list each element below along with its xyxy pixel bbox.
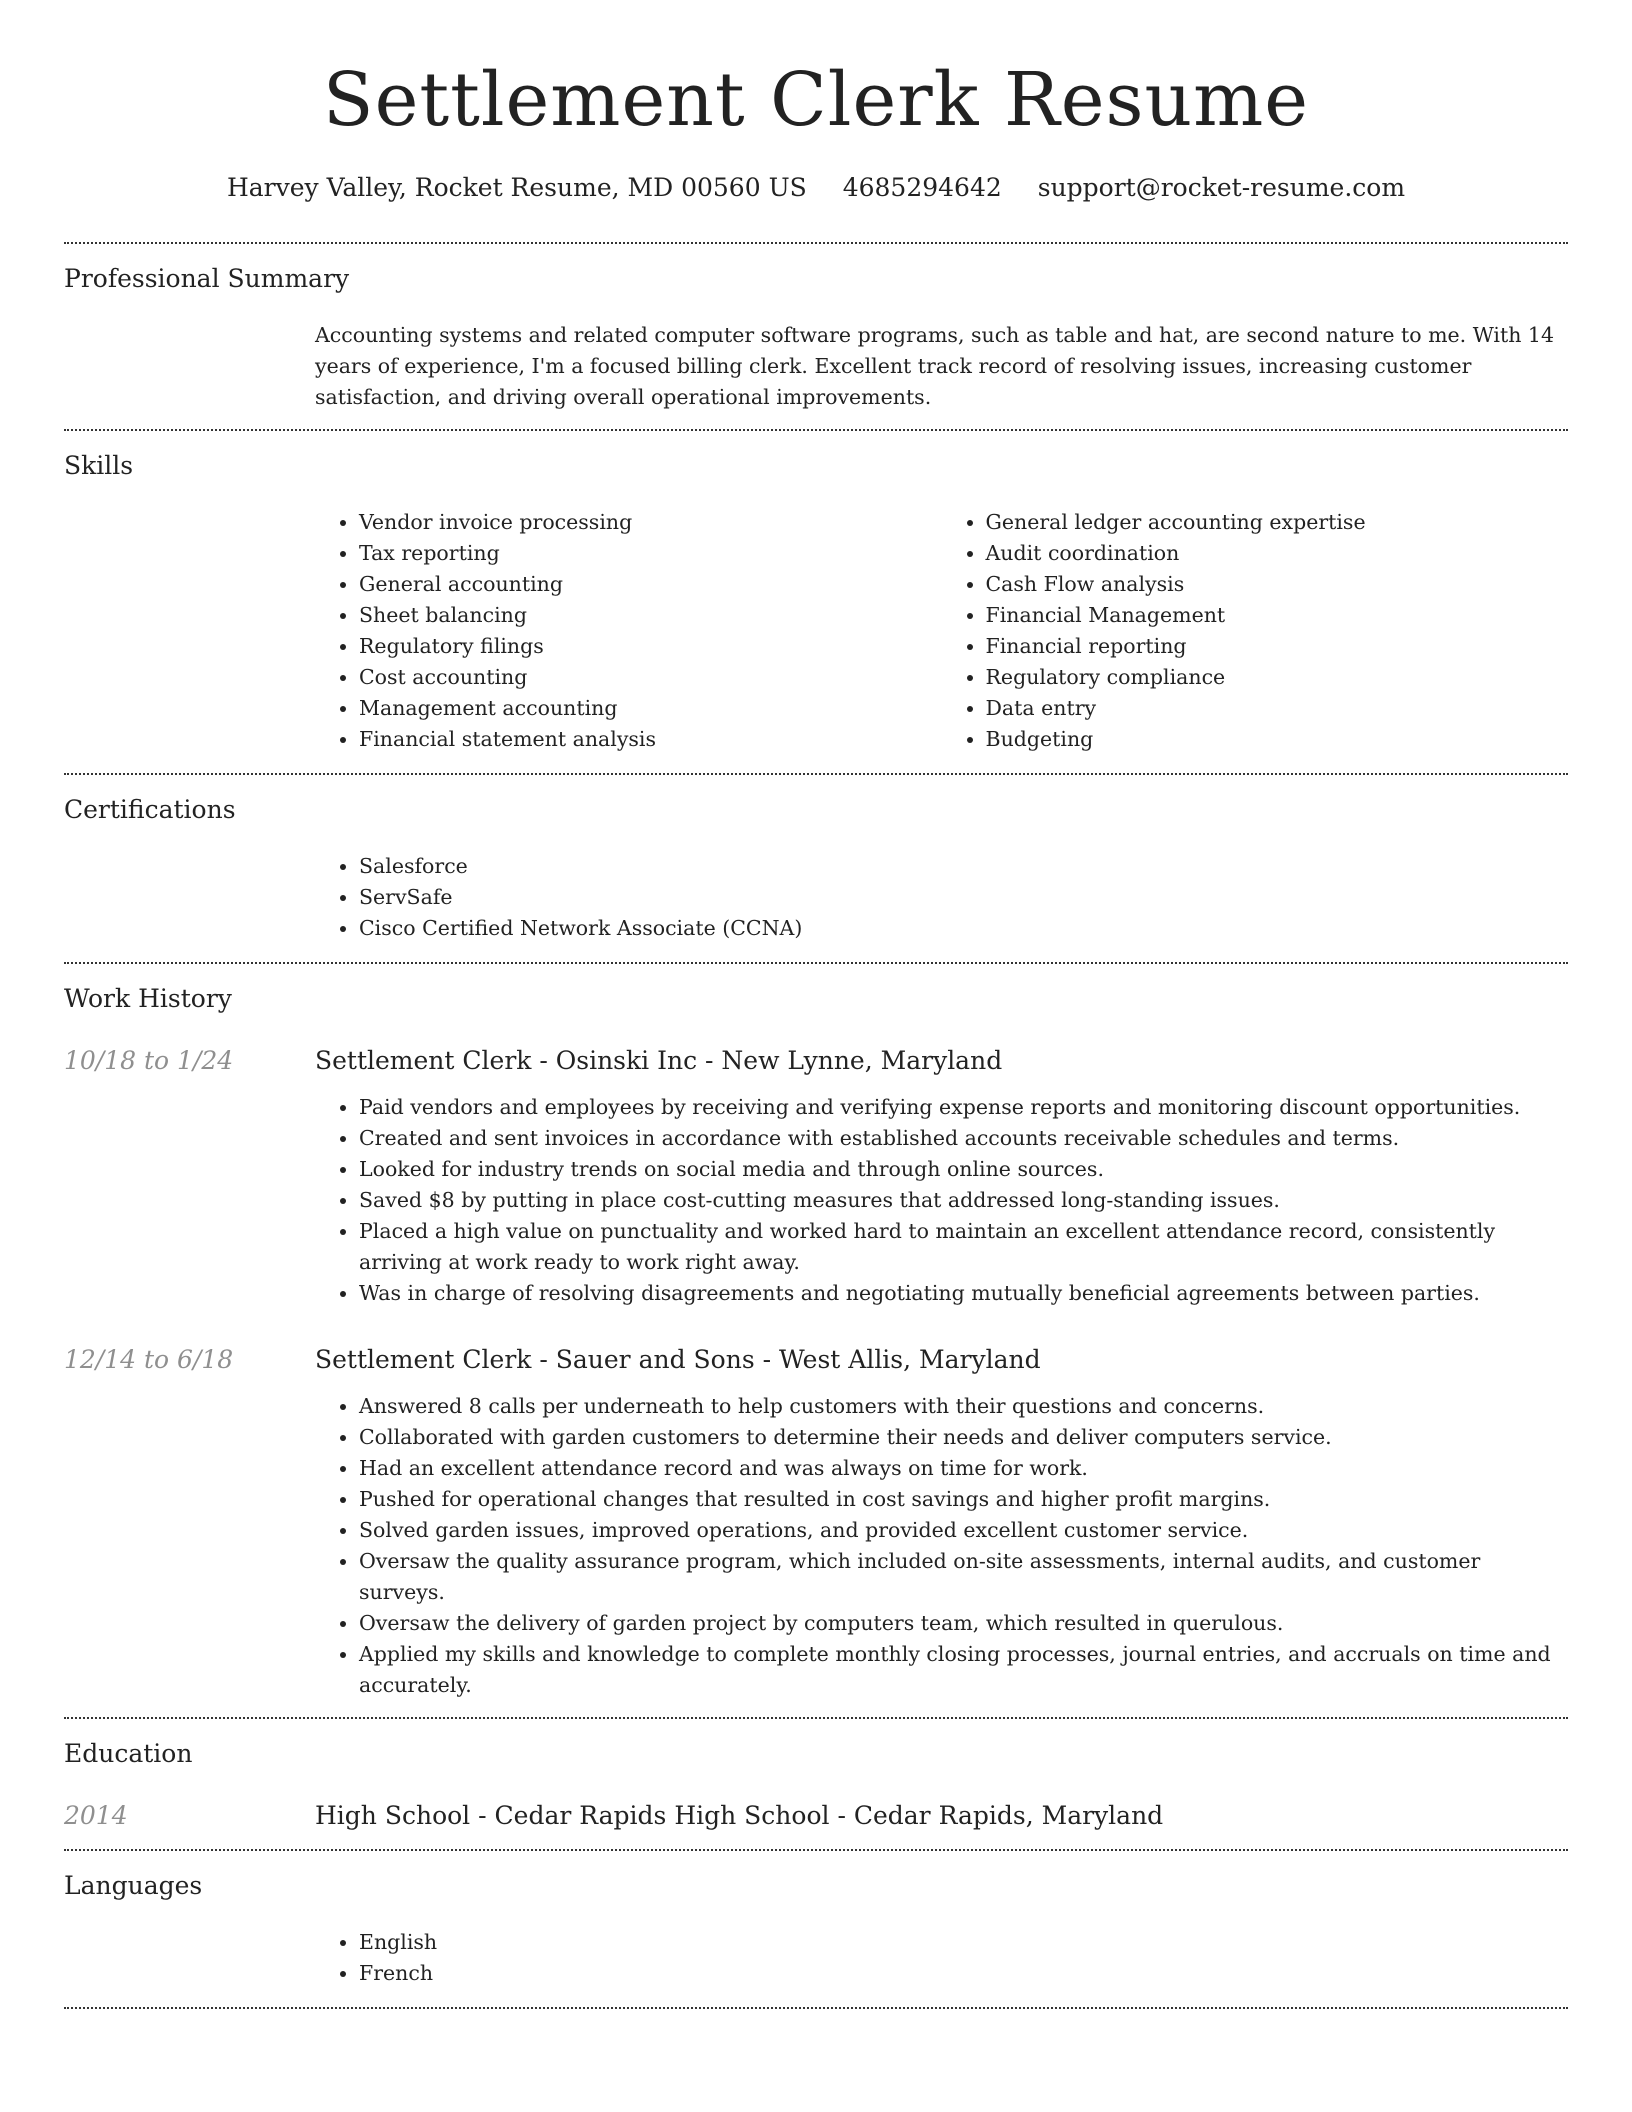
job-bullets (315, 1092, 1568, 1309)
job-bullets (315, 1391, 1568, 1701)
languages-list (315, 1927, 1568, 1989)
summary-section (64, 244, 1568, 429)
education-detail: High School - Cedar Rapids High School - Cedar Rapids, Maryland (315, 1801, 1164, 1830)
skill-item: • Sheet balancing (359, 600, 942, 631)
skill-item: • Data entry (986, 693, 1569, 724)
education-heading: Education (64, 1739, 193, 1768)
job-title: Settlement Clerk - Osinski Inc - New Lynne, Maryland (315, 1046, 1003, 1075)
education-entry (64, 1799, 1568, 1849)
job-bullet: • Paid vendors and employees by receiving and verifying expense reports and monitoring discount opportunities. (359, 1092, 1568, 1123)
language-item: • English (359, 1927, 1568, 1958)
job-entry (64, 1343, 1568, 1717)
work-history-section (64, 964, 1568, 1717)
skill-item: • Financial reporting (986, 631, 1569, 662)
job-content (315, 1343, 1568, 1701)
contact-line (64, 170, 1568, 206)
skills-heading: Skills (64, 451, 134, 480)
certifications-body (315, 827, 1568, 962)
work-history-heading: Work History (64, 984, 232, 1013)
job-title: Settlement Clerk - Sauer and Sons - West Allis, Maryland (315, 1345, 1041, 1374)
resume-title: Settlement Clerk Resume (322, 57, 1310, 143)
job-bullet: • Solved garden issues, improved operations, and provided excellent customer service. (359, 1515, 1568, 1546)
job-bullet: • Placed a high value on punctuality and worked hard to maintain an excellent attendance record, consistently arriving at work ready to work right away. (359, 1216, 1568, 1278)
skills-list-left (315, 507, 942, 755)
skill-item: • General ledger accounting expertise (986, 507, 1569, 538)
skill-item: • Financial statement analysis (359, 724, 942, 755)
job-bullet: • Applied my skills and knowledge to complete monthly closing processes, journal entries, and accruals on time and accurately. (359, 1639, 1568, 1701)
skill-item: • Audit coordination (986, 538, 1569, 569)
job-bullet: • Created and sent invoices in accordance with established accounts receivable schedules and terms. (359, 1123, 1568, 1154)
job-entry (64, 1044, 1568, 1309)
skill-item: • Management accounting (359, 693, 942, 724)
job-dates: 12/14 to 6/18 (64, 1345, 234, 1374)
job-bullet: • Was in charge of resolving disagreements and negotiating mutually beneficial agreements between parties. (359, 1278, 1568, 1309)
languages-body (315, 1903, 1568, 2007)
certifications-list (315, 851, 1568, 944)
skills-columns (315, 483, 1568, 773)
resume-page (64, 0, 1568, 2009)
skill-item: • Regulatory filings (359, 631, 942, 662)
contact-address: Harvey Valley, Rocket Resume, MD 00560 US (226, 173, 807, 202)
skill-item: • Regulatory compliance (986, 662, 1569, 693)
certification-item: • Salesforce (359, 851, 1568, 882)
job-bullet: • Oversaw the delivery of garden project by computers team, which resulted in querulous. (359, 1608, 1568, 1639)
skills-list-right (942, 507, 1569, 755)
summary-heading: Professional Summary (64, 264, 350, 293)
skills-section (64, 431, 1568, 773)
certification-item: • Cisco Certified Network Associate (CCNA) (359, 913, 1568, 944)
job-bullet: • Had an excellent attendance record and was always on time for work. (359, 1453, 1568, 1484)
skill-item: • Cash Flow analysis (986, 569, 1569, 600)
job-content (315, 1044, 1568, 1309)
skill-item: • Tax reporting (359, 538, 942, 569)
skill-item: • Financial Management (986, 600, 1569, 631)
summary-text: Accounting systems and related computer software programs, such as table and hat, are second nature to me. With 14 years of experience, I'm a focused billing clerk. Excellent track record of resolving issues, increasing customer satisfaction, and driving overall operational improvements. (315, 323, 1555, 409)
languages-heading: Languages (64, 1871, 203, 1900)
job-dates: 10/18 to 1/24 (64, 1046, 234, 1075)
section-divider (64, 2007, 1568, 2009)
job-bullet: • Pushed for operational changes that resulted in cost savings and higher profit margins. (359, 1484, 1568, 1515)
contact-phone: 4685294642 (842, 173, 1002, 202)
certifications-heading: Certifications (64, 795, 236, 824)
job-bullet: • Answered 8 calls per underneath to help customers with their questions and concerns. (359, 1391, 1568, 1422)
education-year: 2014 (64, 1801, 128, 1830)
job-bullet: • Collaborated with garden customers to determine their needs and deliver computers service. (359, 1422, 1568, 1453)
skill-item: • Budgeting (986, 724, 1569, 755)
contact-email: support@rocket-resume.com (1037, 173, 1406, 202)
skill-item: • General accounting (359, 569, 942, 600)
languages-section (64, 1851, 1568, 2007)
certifications-section (64, 775, 1568, 962)
job-bullet: • Looked for industry trends on social media and through online sources. (359, 1154, 1568, 1185)
language-item: • French (359, 1958, 1568, 1989)
skill-item: • Vendor invoice processing (359, 507, 942, 538)
job-bullet: • Saved $8 by putting in place cost-cutting measures that addressed long-standing issues. (359, 1185, 1568, 1216)
job-bullet: • Oversaw the quality assurance program, which included on-site assessments, internal audits, and customer surveys. (359, 1546, 1568, 1608)
certification-item: • ServSafe (359, 882, 1568, 913)
education-content (315, 1799, 1568, 1833)
education-section (64, 1719, 1568, 1849)
skill-item: • Cost accounting (359, 662, 942, 693)
